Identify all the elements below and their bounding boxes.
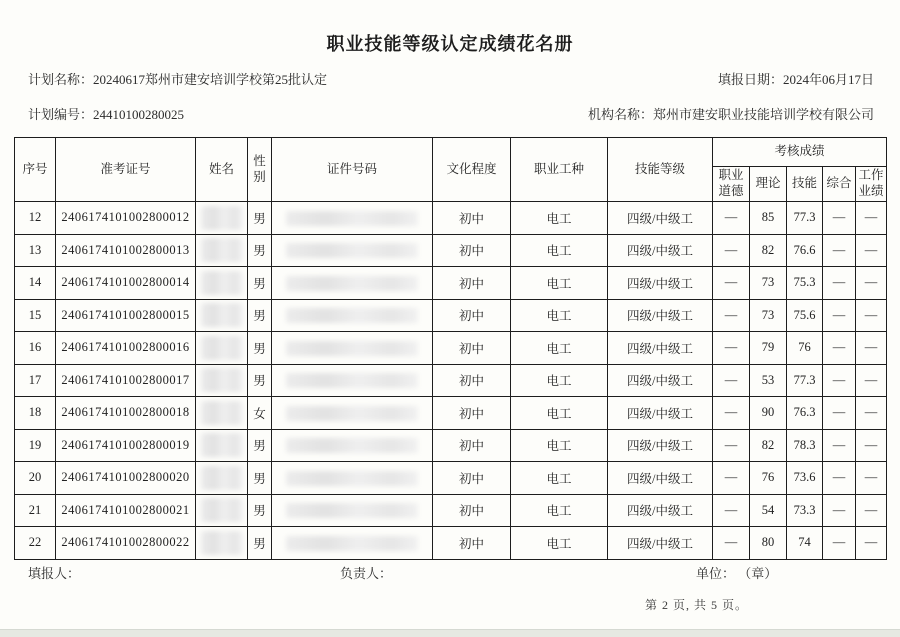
cell-name (196, 527, 248, 560)
cell-ethics: — (713, 267, 750, 300)
meta-row-1 (28, 69, 874, 88)
cell-id (272, 202, 433, 235)
cell-occupation: 电工 (511, 299, 608, 332)
cell-comprehensive: — (823, 332, 856, 365)
table-row (15, 364, 887, 397)
cell-id (272, 299, 433, 332)
cell-ethics: — (713, 299, 750, 332)
cell-id (272, 234, 433, 267)
unit-label: 单位： （章） (696, 566, 778, 581)
cell-no: 13 (15, 234, 56, 267)
cell-work: — (856, 527, 887, 560)
cell-work: — (856, 234, 887, 267)
cell-level: 四级/中级工 (608, 429, 713, 462)
cell-ethics: — (713, 397, 750, 430)
cell-occupation: 电工 (511, 494, 608, 527)
cell-id (272, 364, 433, 397)
redacted-name (201, 303, 243, 327)
table-row (15, 332, 887, 365)
cell-name (196, 299, 248, 332)
cell-name (196, 234, 248, 267)
header-id: 证件号码 (272, 138, 433, 202)
redacted-id (286, 536, 418, 551)
table-row (15, 234, 887, 267)
cell-skill: 78.3 (787, 429, 823, 462)
cell-no: 20 (15, 462, 56, 495)
header-theory: 理论 (750, 167, 787, 202)
header-work: 工作业绩 (856, 167, 887, 202)
cell-occupation: 电工 (511, 527, 608, 560)
cell-ethics: — (713, 462, 750, 495)
cell-gender: 男 (248, 202, 272, 235)
cell-theory: 85 (750, 202, 787, 235)
table-row (15, 462, 887, 495)
cell-name (196, 202, 248, 235)
cell-theory: 73 (750, 267, 787, 300)
page-bottom-edge (0, 629, 900, 637)
org-name: 机构名称：郑州市建安职业技能培训学校有限公司 (587, 107, 874, 122)
cell-theory: 79 (750, 332, 787, 365)
cell-education: 初中 (433, 202, 511, 235)
cell-name (196, 494, 248, 527)
cell-ethics: — (713, 429, 750, 462)
redacted-name (201, 238, 243, 262)
header-level: 技能等级 (608, 138, 713, 202)
cell-id (272, 494, 433, 527)
redacted-name (201, 433, 243, 457)
cell-gender: 男 (248, 527, 272, 560)
cell-skill: 76.6 (787, 234, 823, 267)
redacted-name (201, 336, 243, 360)
score-table-body (15, 202, 887, 560)
cell-education: 初中 (433, 364, 511, 397)
cell-ethics: — (713, 332, 750, 365)
header-no: 序号 (15, 138, 56, 202)
cell-education: 初中 (433, 397, 511, 430)
cell-ethics: — (713, 494, 750, 527)
cell-occupation: 电工 (511, 202, 608, 235)
cell-id (272, 429, 433, 462)
cell-education: 初中 (433, 267, 511, 300)
cell-skill: 77.3 (787, 364, 823, 397)
cell-occupation: 电工 (511, 332, 608, 365)
cell-no: 15 (15, 299, 56, 332)
header-occupation: 职业工种 (511, 138, 608, 202)
report-date: 填报日期：2024年06月17日 (717, 72, 874, 87)
redacted-id (286, 373, 418, 388)
cell-work: — (856, 462, 887, 495)
cell-theory: 76 (750, 462, 787, 495)
cell-no: 21 (15, 494, 56, 527)
cell-theory: 53 (750, 364, 787, 397)
cell-gender: 男 (248, 234, 272, 267)
cell-ticket: 2406174101002800015 (56, 299, 196, 332)
cell-id (272, 397, 433, 430)
redacted-name (201, 271, 243, 295)
cell-id (272, 462, 433, 495)
redacted-id (286, 503, 418, 518)
header-education: 文化程度 (433, 138, 511, 202)
cell-comprehensive: — (823, 267, 856, 300)
cell-education: 初中 (433, 234, 511, 267)
cell-no: 14 (15, 267, 56, 300)
cell-occupation: 电工 (511, 462, 608, 495)
cell-skill: 76.3 (787, 397, 823, 430)
header-gender: 性别 (248, 138, 272, 202)
cell-gender: 男 (248, 429, 272, 462)
cell-education: 初中 (433, 299, 511, 332)
cell-ethics: — (713, 364, 750, 397)
cell-level: 四级/中级工 (608, 202, 713, 235)
redacted-id (286, 406, 418, 421)
meta-row-2 (28, 104, 874, 123)
cell-ethics: — (713, 234, 750, 267)
cell-name (196, 267, 248, 300)
table-row (15, 202, 887, 235)
cell-name (196, 462, 248, 495)
cell-work: — (856, 364, 887, 397)
table-row (15, 494, 887, 527)
redacted-name (201, 368, 243, 392)
cell-skill: 74 (787, 527, 823, 560)
manager-label: 负责人： (340, 566, 393, 581)
cell-comprehensive: — (823, 234, 856, 267)
cell-gender: 男 (248, 332, 272, 365)
cell-no: 19 (15, 429, 56, 462)
cell-skill: 77.3 (787, 202, 823, 235)
header-score-group: 考核成绩 (713, 138, 887, 167)
redacted-name (201, 531, 243, 555)
cell-occupation: 电工 (511, 429, 608, 462)
cell-name (196, 332, 248, 365)
redacted-name (201, 498, 243, 522)
cell-comprehensive: — (823, 397, 856, 430)
redacted-name (201, 206, 243, 230)
cell-name (196, 364, 248, 397)
cell-ticket: 2406174101002800016 (56, 332, 196, 365)
redacted-id (286, 308, 418, 323)
cell-ticket: 2406174101002800021 (56, 494, 196, 527)
cell-skill: 73.6 (787, 462, 823, 495)
plan-number: 计划编号：24410100280025 (28, 107, 185, 122)
cell-level: 四级/中级工 (608, 267, 713, 300)
cell-level: 四级/中级工 (608, 397, 713, 430)
cell-no: 22 (15, 527, 56, 560)
plan-name: 计划名称：20240617郑州市建安培训学校第25批认定 (28, 72, 328, 87)
redacted-name (201, 466, 243, 490)
cell-work: — (856, 332, 887, 365)
header-ethics: 职业道德 (713, 167, 750, 202)
cell-theory: 54 (750, 494, 787, 527)
cell-gender: 男 (248, 267, 272, 300)
cell-no: 16 (15, 332, 56, 365)
cell-gender: 男 (248, 364, 272, 397)
cell-work: — (856, 267, 887, 300)
cell-education: 初中 (433, 462, 511, 495)
redacted-id (286, 438, 418, 453)
filler-label: 填报人： (28, 566, 81, 581)
header-name: 姓名 (196, 138, 248, 202)
cell-education: 初中 (433, 332, 511, 365)
cell-gender: 男 (248, 462, 272, 495)
cell-work: — (856, 202, 887, 235)
redacted-name (201, 401, 243, 425)
cell-no: 12 (15, 202, 56, 235)
redacted-id (286, 243, 418, 258)
cell-name (196, 429, 248, 462)
cell-education: 初中 (433, 494, 511, 527)
cell-ticket: 2406174101002800014 (56, 267, 196, 300)
cell-id (272, 527, 433, 560)
cell-no: 18 (15, 397, 56, 430)
cell-ticket: 2406174101002800013 (56, 234, 196, 267)
cell-level: 四级/中级工 (608, 299, 713, 332)
cell-ticket: 2406174101002800018 (56, 397, 196, 430)
redacted-id (286, 471, 418, 486)
cell-level: 四级/中级工 (608, 527, 713, 560)
cell-theory: 82 (750, 429, 787, 462)
cell-skill: 76 (787, 332, 823, 365)
cell-theory: 82 (750, 234, 787, 267)
cell-comprehensive: — (823, 527, 856, 560)
table-row (15, 429, 887, 462)
cell-gender: 男 (248, 299, 272, 332)
cell-work: — (856, 429, 887, 462)
cell-level: 四级/中级工 (608, 462, 713, 495)
cell-id (272, 267, 433, 300)
cell-education: 初中 (433, 429, 511, 462)
table-row (15, 267, 887, 300)
header-ticket: 准考证号 (56, 138, 196, 202)
cell-comprehensive: — (823, 494, 856, 527)
table-row (15, 527, 887, 560)
cell-occupation: 电工 (511, 234, 608, 267)
cell-occupation: 电工 (511, 364, 608, 397)
cell-work: — (856, 299, 887, 332)
header-comprehensive: 综合 (823, 167, 856, 202)
page-title: 职业技能等级认定成绩花名册 (326, 34, 574, 54)
cell-ticket: 2406174101002800012 (56, 202, 196, 235)
score-roster-table (14, 137, 887, 560)
redacted-id (286, 276, 418, 291)
cell-skill: 75.3 (787, 267, 823, 300)
cell-ticket: 2406174101002800017 (56, 364, 196, 397)
header-skill: 技能 (787, 167, 823, 202)
cell-skill: 75.6 (787, 299, 823, 332)
cell-skill: 73.3 (787, 494, 823, 527)
cell-comprehensive: — (823, 429, 856, 462)
cell-theory: 90 (750, 397, 787, 430)
cell-level: 四级/中级工 (608, 494, 713, 527)
table-row (15, 299, 887, 332)
cell-level: 四级/中级工 (608, 364, 713, 397)
cell-comprehensive: — (823, 364, 856, 397)
cell-comprehensive: — (823, 202, 856, 235)
cell-occupation: 电工 (511, 267, 608, 300)
cell-level: 四级/中级工 (608, 234, 713, 267)
cell-ethics: — (713, 527, 750, 560)
redacted-id (286, 341, 418, 356)
redacted-id (286, 211, 418, 226)
cell-theory: 73 (750, 299, 787, 332)
cell-gender: 女 (248, 397, 272, 430)
cell-gender: 男 (248, 494, 272, 527)
cell-id (272, 332, 433, 365)
cell-comprehensive: — (823, 462, 856, 495)
cell-ticket: 2406174101002800019 (56, 429, 196, 462)
page-indicator: 第 2 页, 共 5 页。 (645, 598, 749, 612)
cell-level: 四级/中级工 (608, 332, 713, 365)
cell-ethics: — (713, 202, 750, 235)
cell-education: 初中 (433, 527, 511, 560)
cell-theory: 80 (750, 527, 787, 560)
cell-work: — (856, 397, 887, 430)
cell-work: — (856, 494, 887, 527)
table-row (15, 397, 887, 430)
cell-no: 17 (15, 364, 56, 397)
cell-occupation: 电工 (511, 397, 608, 430)
cell-comprehensive: — (823, 299, 856, 332)
cell-ticket: 2406174101002800020 (56, 462, 196, 495)
cell-name (196, 397, 248, 430)
cell-ticket: 2406174101002800022 (56, 527, 196, 560)
